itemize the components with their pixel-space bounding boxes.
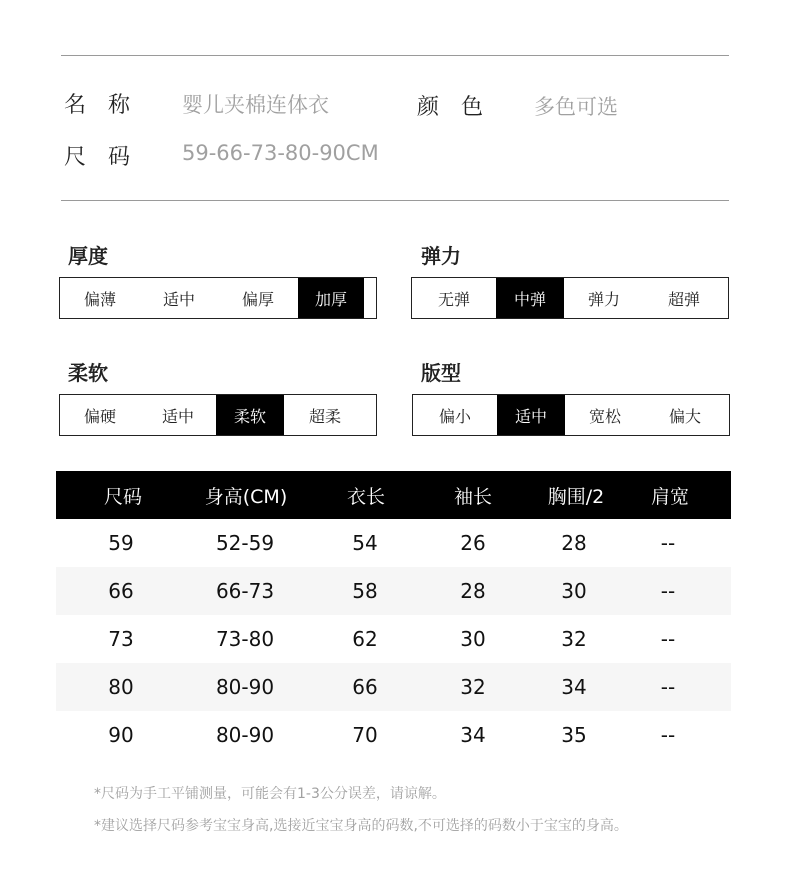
table-cell: 90 <box>108 723 134 747</box>
footnote: *建议选择尺码参考宝宝身高,选接近宝宝身高的码数,不可选择的码数小于宝宝的身高。 <box>94 818 628 834</box>
table-row <box>56 519 731 567</box>
header-cell: 身高(CM) <box>204 485 288 508</box>
elasticity-title: 弹力 <box>421 244 461 268</box>
size-label: 尺 码 <box>64 145 131 170</box>
mid-divider <box>61 200 729 201</box>
header-cell: 肩宽 <box>650 485 689 508</box>
fit-option: 宽松 <box>588 406 621 426</box>
fit-option: 偏大 <box>668 406 701 426</box>
thickness-options <box>59 277 377 319</box>
softness-option: 偏硬 <box>83 406 116 426</box>
thickness-title: 厚度 <box>68 244 108 268</box>
table-cell: -- <box>660 531 676 555</box>
softness-option: 适中 <box>161 406 194 426</box>
table-cell: 66-73 <box>215 579 275 603</box>
header-cell: 胸围/2 <box>547 485 605 508</box>
table-cell: 62 <box>352 627 378 651</box>
table-cell: 59 <box>108 531 134 555</box>
table-cell: -- <box>660 723 676 747</box>
color-value: 多色可选 <box>534 95 618 119</box>
thickness-option-selected: 加厚 <box>298 278 364 318</box>
thickness-option: 适中 <box>162 289 195 309</box>
table-cell: 58 <box>352 579 378 603</box>
table-cell: 28 <box>561 531 587 555</box>
table-cell: -- <box>660 675 676 699</box>
softness-options <box>59 394 377 436</box>
header-cell: 衣长 <box>346 485 385 508</box>
table-cell: 34 <box>561 675 587 699</box>
fit-title: 版型 <box>421 361 461 385</box>
header-cell: 尺码 <box>103 485 142 508</box>
table-row <box>56 615 731 663</box>
elasticity-option: 无弹 <box>437 289 470 309</box>
color-label: 颜 色 <box>417 95 484 120</box>
table-cell: 35 <box>561 723 587 747</box>
table-cell: 80-90 <box>215 723 275 747</box>
fit-option-selected: 适中 <box>497 395 565 435</box>
table-cell: 73-80 <box>215 627 275 651</box>
elasticity-option-selected: 中弹 <box>496 278 564 318</box>
name-label: 名 称 <box>64 93 131 118</box>
softness-title: 柔软 <box>68 361 108 385</box>
table-cell: 32 <box>460 675 486 699</box>
fit-options <box>412 394 730 436</box>
fit-option: 偏小 <box>438 406 471 426</box>
table-cell: 30 <box>561 579 587 603</box>
table-cell: 30 <box>460 627 486 651</box>
table-cell: 66 <box>108 579 134 603</box>
table-cell: -- <box>660 579 676 603</box>
elasticity-options <box>411 277 729 319</box>
table-cell: 26 <box>460 531 486 555</box>
top-divider <box>61 55 729 56</box>
table-cell: -- <box>660 627 676 651</box>
table-cell: 34 <box>460 723 486 747</box>
table-row <box>56 711 731 759</box>
table-cell: 52-59 <box>215 531 275 555</box>
table-row <box>56 663 731 711</box>
table-cell: 28 <box>460 579 486 603</box>
name-value: 婴儿夹棉连体衣 <box>182 93 329 117</box>
table-cell: 80-90 <box>215 675 275 699</box>
size-table-header <box>56 471 731 519</box>
footnote: *尺码为手工平铺测量，可能会有1-3公分误差，请谅解。 <box>94 786 446 802</box>
table-cell: 70 <box>352 723 378 747</box>
elasticity-option: 超弹 <box>667 289 700 309</box>
table-cell: 66 <box>352 675 378 699</box>
table-cell: 54 <box>352 531 378 555</box>
softness-option: 超柔 <box>308 406 341 426</box>
elasticity-option: 弹力 <box>587 289 620 309</box>
table-cell: 73 <box>108 627 134 651</box>
softness-option-selected: 柔软 <box>216 395 284 435</box>
table-row <box>56 567 731 615</box>
thickness-option: 偏薄 <box>83 289 116 309</box>
table-cell: 32 <box>561 627 587 651</box>
table-cell: 80 <box>108 675 134 699</box>
header-cell: 袖长 <box>453 485 492 508</box>
thickness-option: 偏厚 <box>241 289 274 309</box>
size-value: 59-66-73-80-90CM <box>182 141 379 165</box>
